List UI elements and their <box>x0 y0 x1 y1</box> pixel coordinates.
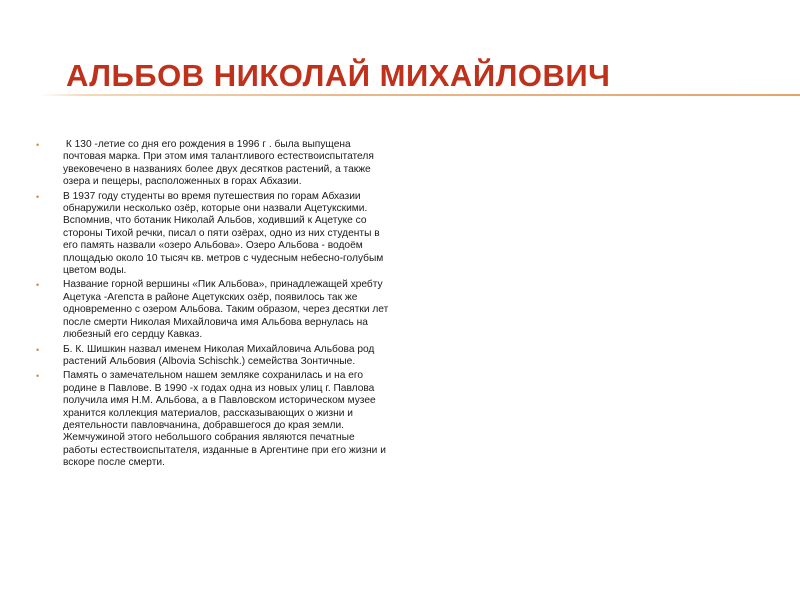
bullet-marker-icon: • <box>36 140 40 150</box>
list-item <box>36 191 391 278</box>
bullet-text: Память о замечательном нашем земляке сохранилась и на его родине в Павлове. В 1990 -х годах одна из новых улиц г. Павлова получила имя Н.М. Альбова, а в Павловском историческом музее хранится коллекция материалов, рассказывающих о жизни и деятельности павловчанина, добравшегося до края земли. Жемчужиной этого небольшого собрания являются печатные работы естествоиспытателя, изданные в Аргентине при его жизни и вскоре после смерти. <box>63 370 386 469</box>
slide-title: АЛЬБОВ НИКОЛАЙ МИХАЙЛОВИЧ <box>66 58 611 93</box>
bullet-marker-icon: • <box>36 344 40 355</box>
list-item <box>36 279 391 341</box>
list-item <box>36 370 391 469</box>
list-item <box>36 139 391 189</box>
list-item <box>36 344 391 369</box>
bullet-text: В 1937 году студенты во время путешествия по горам Абхазии обнаружили несколько озёр, которые они назвали Ацетукскими. Вспомнив, что ботаник Николай Альбов, ходивший к Ацетуке со стороны Тихой речки, писал о пяти озёрах, одно из них студенты в его память назвали «озеро Альбова». Озеро Альбова - водоём площадью около 10 тысяч кв. метров с чудесным небесно-голубым цветом воды. <box>63 190 384 277</box>
bullet-text: Название горной вершины «Пик Альбова», принадлежащей хребту Ацетука -Агепста в районе Ацетукских озёр, появилось так же одновременно с озером Альбова. Таким образом, через десятки лет после смерти Николая Михайловича имя Альбова вернулась на любезный его сердцу Кавказ. <box>63 279 389 341</box>
bullet-text: К 130 -летие со дня его рождения в 1996 г . была выпущена почтовая марка. При этом имя талантливого естествоиспытателя увековечено в названиях более двух десятков растений, а также озера и пещеры, расположенных в горах Абхазии. <box>63 139 377 188</box>
bullet-marker-icon: • <box>36 191 40 202</box>
title-divider <box>40 94 800 96</box>
bullet-marker-icon: • <box>36 280 40 291</box>
bullet-marker-icon: • <box>36 371 40 382</box>
bullet-list <box>36 139 391 472</box>
bullet-text: Б. К. Шишкин назвал именем Николая Михайловича Альбова род растений Альбовия (Albovia Schischk.) семейства Зонтичные. <box>63 343 375 367</box>
